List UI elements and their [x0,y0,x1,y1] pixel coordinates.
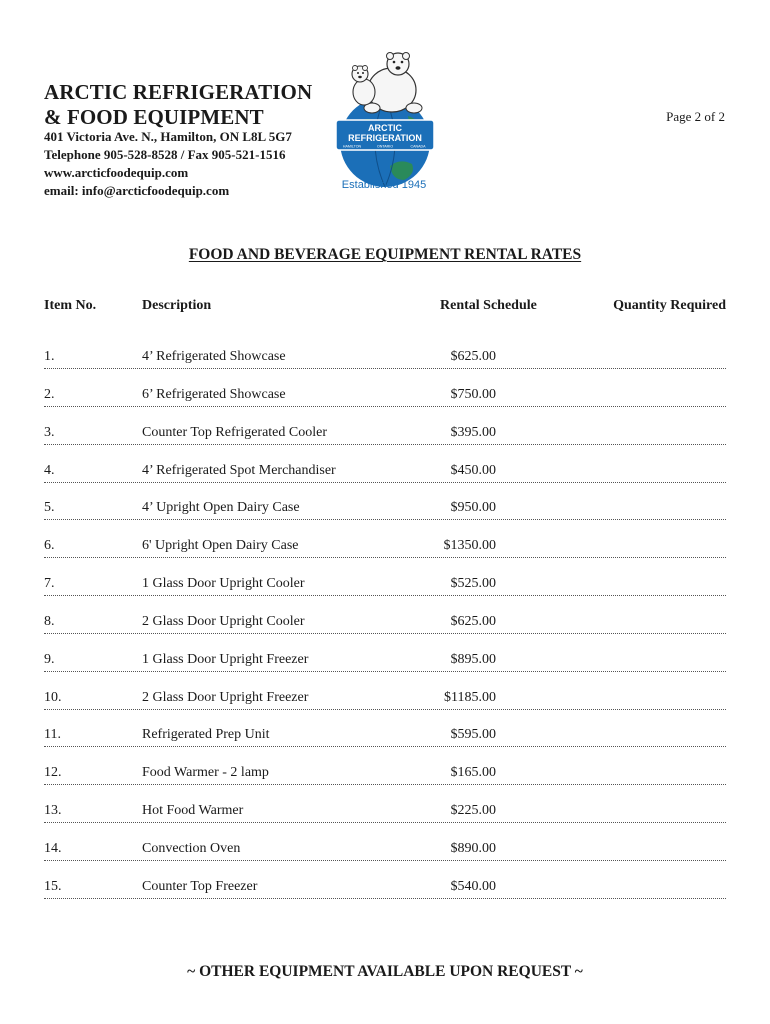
company-name [44,80,312,130]
header-rental-schedule: Rental Schedule [440,298,537,313]
item-price: $450.00 [450,462,496,478]
item-description: 2 Glass Door Upright Cooler [142,613,305,629]
item-price: $625.00 [450,613,496,629]
item-price: $625.00 [450,349,496,364]
item-price: $1350.00 [443,538,496,554]
company-website: www.arcticfoodequip.com [44,165,189,180]
table-row [44,719,726,757]
table-row [44,795,726,833]
item-description: 1 Glass Door Upright Freezer [142,651,309,667]
logo-province: ONTARIO [376,144,394,149]
item-price: $895.00 [450,651,496,667]
item-number: 5. [44,500,55,516]
document-title [0,246,770,264]
table-row [44,606,726,644]
item-number: 15. [44,878,62,894]
page-number: Page 2 of 2 [666,109,725,124]
item-price: $525.00 [450,576,496,592]
company-address: 401 Victoria Ave. N., Hamilton, ON L8L 5G7 [44,129,292,144]
company-contact [44,128,292,200]
item-number: 12. [44,765,62,781]
item-number: 13. [44,803,62,819]
table-row [44,871,726,909]
item-number: 4. [44,462,55,478]
item-price: $395.00 [450,424,496,440]
logo-country: CANADA [410,144,426,149]
polar-cub-icon [352,66,375,106]
item-number: 1. [44,349,55,364]
table-row [44,379,726,417]
item-price: $950.00 [450,500,496,516]
header-description: Description [142,298,212,313]
item-description: 4’ Refrigerated Showcase [142,349,286,364]
item-description: 4’ Refrigerated Spot Merchandiser [142,462,336,478]
header-item-no: Item No. [44,298,97,313]
item-price: $540.00 [450,878,496,894]
document-title-text: FOOD AND BEVERAGE EQUIPMENT RENTAL RATES [188,246,582,263]
logo-city: HAMILTON [342,144,362,149]
item-number: 14. [44,840,62,856]
logo-text-line2: REFRIGERATION [348,133,422,143]
item-description: 2 Glass Door Upright Freezer [142,689,309,705]
item-number: 10. [44,689,62,705]
table-header [0,298,770,318]
polar-bear-icon [364,53,422,114]
table-row [44,644,726,682]
company-name-line1: ARCTIC REFRIGERATION [44,80,313,104]
company-logo [330,50,440,200]
item-number: 6. [44,538,55,554]
item-number: 7. [44,576,55,592]
table-row [44,568,726,606]
item-description: Food Warmer - 2 lamp [142,765,269,781]
item-description: 6' Upright Open Dairy Case [142,538,299,554]
item-number: 8. [44,613,55,629]
item-price: $890.00 [450,840,496,856]
header-quantity-required: Quantity Required [613,298,726,313]
table-row [44,341,726,379]
item-description: 1 Glass Door Upright Cooler [142,576,305,592]
item-description: 6’ Refrigerated Showcase [142,386,286,402]
company-name-line2: & FOOD EQUIPMENT [44,105,264,129]
company-phone-fax: Telephone 905-528-8528 / Fax 905-521-1516 [44,147,286,162]
item-price: $595.00 [450,727,496,743]
item-price: $750.00 [450,386,496,402]
table-row [44,833,726,871]
item-price: $225.00 [450,803,496,819]
table-row [44,530,726,568]
item-number: 9. [44,651,55,667]
logo-established: Established 1945 [341,179,427,191]
item-number: 3. [44,424,55,440]
logo-text-line1: ARCTIC [368,123,402,133]
item-number: 2. [44,386,55,402]
item-price: $165.00 [450,765,496,781]
table-row [44,682,726,720]
table-row [44,757,726,795]
rental-table [44,341,726,909]
item-description: Counter Top Refrigerated Cooler [142,424,327,440]
table-row [44,492,726,530]
item-description: Hot Food Warmer [142,803,244,819]
item-description: 4’ Upright Open Dairy Case [142,500,300,516]
table-row [44,455,726,493]
item-number: 11. [44,727,61,743]
item-description: Convection Oven [142,840,241,856]
company-email: email: info@arcticfoodequip.com [44,183,230,198]
item-description: Refrigerated Prep Unit [142,727,270,743]
item-price: $1185.00 [444,689,496,705]
item-description: Counter Top Freezer [142,878,258,894]
table-row [44,417,726,455]
footer-note: ~ OTHER EQUIPMENT AVAILABLE UPON REQUEST ~ [187,963,583,980]
